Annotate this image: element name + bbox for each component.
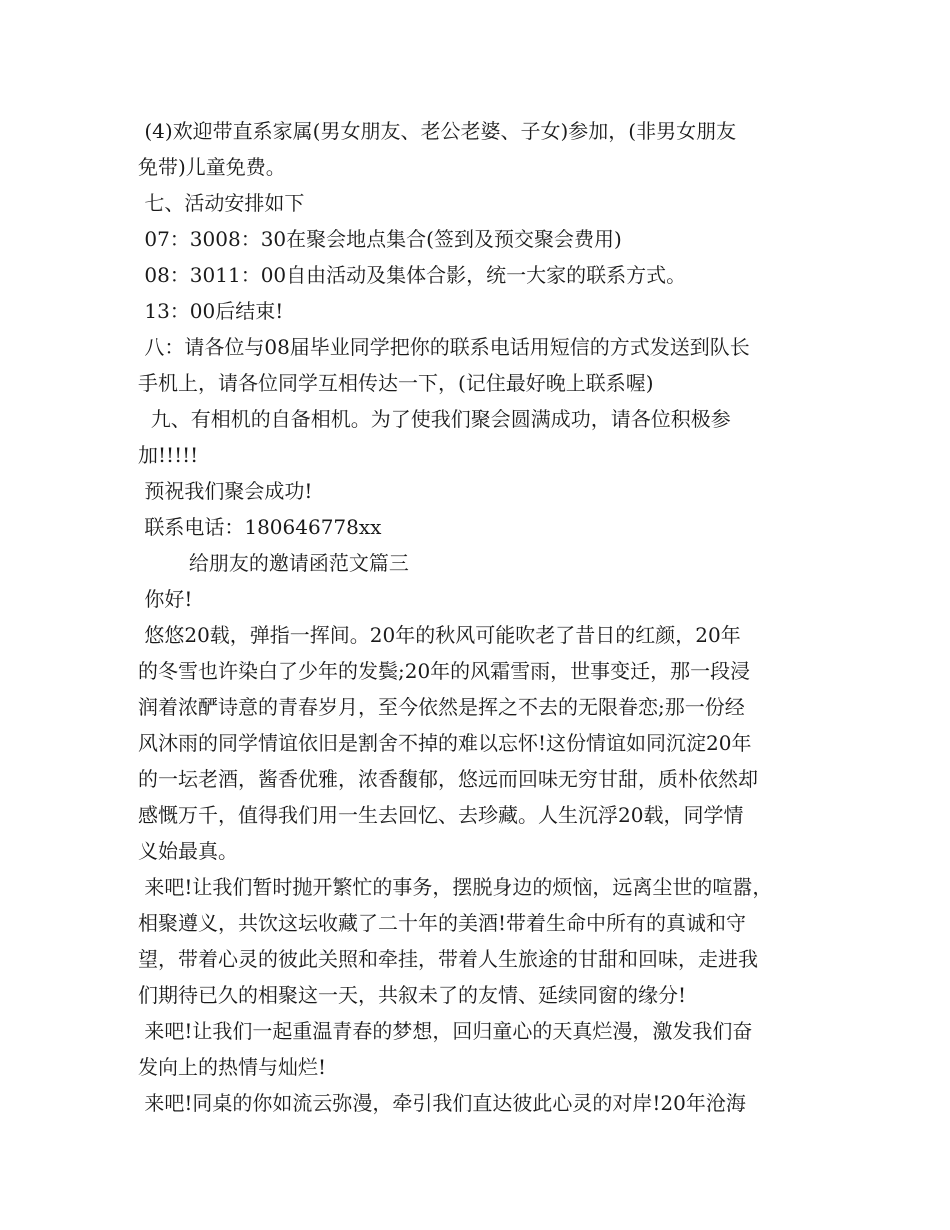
section-heading: 给朋友的邀请函范文篇三 <box>138 551 409 575</box>
text-line: 来吧!同桌的你如流云弥漫，牵引我们直达彼此心灵的对岸!20年沧海 <box>138 1091 746 1115</box>
text-line: 感慨万千，值得我们用一生去回忆、去珍藏。人生沉浮20载，同学情 <box>138 803 744 827</box>
text-line: 你好! <box>138 587 193 611</box>
text-line: 的冬雪也许染白了少年的发鬓;20年的风霜雪雨，世事变迁，那一段浸 <box>138 659 751 683</box>
text-line: 九、有相机的自备相机。为了使我们聚会圆满成功，请各位积极参 <box>138 407 731 431</box>
text-line: 风沐雨的同学情谊依旧是割舍不掉的难以忘怀!这份情谊如同沉淀20年 <box>138 731 752 755</box>
document-body <box>138 113 828 1121</box>
text-line: 免带)儿童免费。 <box>138 155 286 179</box>
text-line: 的一坛老酒，酱香优雅，浓香馥郁，悠远而回味无穷甘甜，质朴依然却 <box>138 767 758 791</box>
text-line: 预祝我们聚会成功! <box>138 479 313 503</box>
text-line: 七、活动安排如下 <box>138 191 305 215</box>
text-line: 悠悠20载，弹指一挥间。20年的秋风可能吹老了昔日的红颜，20年 <box>138 623 741 647</box>
text-line: 发向上的热情与灿烂! <box>138 1055 327 1079</box>
text-line: 加!!!!! <box>138 443 199 467</box>
text-line: 义始最真。 <box>138 839 238 863</box>
text-line: 联系电话：180646778xx <box>138 515 382 539</box>
text-line: 手机上，请各位同学互相传达一下，(记住最好晚上联系喔) <box>138 371 654 395</box>
text-line: 13：00后结束! <box>138 299 284 323</box>
text-line: (4)欢迎带直系家属(男女朋友、老公老婆、子女)参加，(非男女朋友 <box>138 119 737 143</box>
text-line: 08：3011：00自由活动及集体合影，统一大家的联系方式。 <box>138 263 687 287</box>
text-line: 07：3008：30在聚会地点集合(签到及预交聚会费用) <box>138 227 622 251</box>
text-line: 相聚遵义，共饮这坛收藏了二十年的美酒!带着生命中所有的真诚和守 <box>138 911 747 935</box>
text-line: 八：请各位与08届毕业同学把你的联系电话用短信的方式发送到队长 <box>138 335 750 359</box>
text-line: 来吧!让我们暂时抛开繁忙的事务，摆脱身边的烦恼，远离尘世的喧嚣， <box>138 875 773 899</box>
text-line: 润着浓酽诗意的青春岁月，至今依然是挥之不去的无限眷恋;那一份经 <box>138 695 745 719</box>
text-line: 望，带着心灵的彼此关照和牵挂，带着人生旅途的甘甜和回味，走进我 <box>138 947 758 971</box>
text-line: 们期待已久的相聚这一天，共叙未了的友情、延续同窗的缘分! <box>138 983 687 1007</box>
text-line: 来吧!让我们一起重温青春的梦想，回归童心的天真烂漫，激发我们奋 <box>138 1019 753 1043</box>
